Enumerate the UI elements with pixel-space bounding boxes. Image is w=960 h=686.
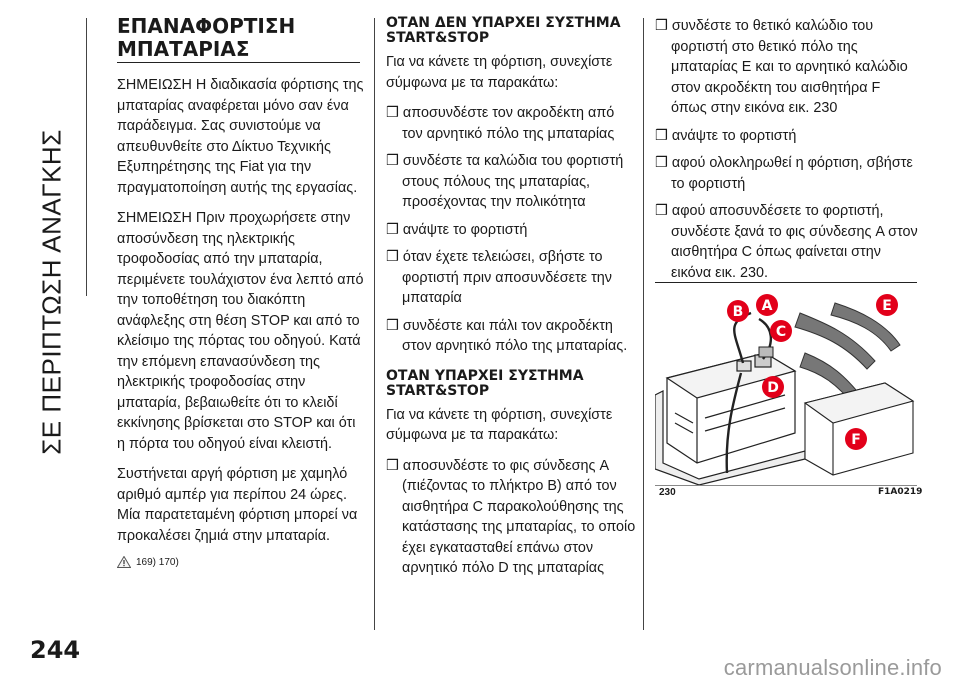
heading-no-start-stop: ΟΤΑΝ ΔΕΝ ΥΠΑΡΧΕΙ ΣΥΣΤΗΜΑ START&STOP [386, 15, 621, 46]
battery-figure [655, 282, 917, 486]
section-title-vertical: ΣΕ ΠΕΡΙΠΤΩΣΗ ΑΝΑΓΚΗΣ [36, 129, 67, 455]
callout-e-label: E [882, 298, 892, 314]
step-continued-item [655, 126, 919, 147]
section-heading-line1: ΕΠΑΝΑΦΟΡΤΙΣΗ [117, 14, 296, 38]
callout-e [876, 294, 898, 316]
step-continued-item [655, 153, 919, 194]
callout-d [762, 376, 784, 398]
step-continued-item [655, 16, 919, 119]
step-no-start-stop-item [386, 103, 636, 144]
step-continued-text: ανάψτε το φορτιστή [671, 127, 797, 144]
step-no-start-stop-text: συνδέστε και πάλι τον ακροδέκτη στον αρνητικό πόλο της μπαταρίας. [402, 317, 628, 354]
callout-d-label: D [767, 380, 779, 396]
step-continued-text: συνδέστε το θετικό καλώδιο του φορτιστή στο θετικό πόλο της μπαταρίας E και το αρνητικό καλώδιο στον ακροδέκτη του αισθητήρα F όπως στην εικόνα εικ. 230 [671, 18, 908, 116]
column-3 [655, 16, 919, 290]
callout-c-label: C [775, 324, 787, 340]
step-continued-item [655, 201, 919, 283]
note-paragraph-1: ΣΗΜΕΙΩΣΗ Η διαδικασία φόρτισης της μπαταρίας αναφέρεται μόνο σαν ένα παράδειγμα. Σας συνιστούμε να απευθυνθείτε στο Δίκτυο Τεχνικής Εξυπηρέτησης της Fiat για την πραγματοποίηση αυτής της εργασίας. [117, 77, 364, 196]
callout-a [756, 294, 778, 316]
column-1 [117, 16, 367, 568]
steps-list-no-start-stop [386, 103, 636, 357]
heading-start-stop: ΟΤΑΝ ΥΠΑΡΧΕΙ ΣΥΣΤΗΜΑ START&STOP [386, 367, 584, 399]
checkbox-bullet-icon: ❒ [386, 105, 399, 121]
callout-a-label: A [761, 298, 773, 314]
checkbox-bullet-icon: ❒ [655, 127, 668, 144]
checkbox-bullet-icon: ❒ [386, 317, 399, 334]
charging-paragraph: Συστήνεται αργή φόρτιση με χαμηλό αριθμό αμπέρ για περίπου 24 ώρες. Μία παρατεταμένη φόρτιση μπορεί να προκαλέσει ζημιά στην μπαταρία. [117, 466, 358, 544]
note-paragraph-2: ΣΗΜΕΙΩΣΗ Πριν προχωρήσετε στην αποσύνδεση της ηλεκτρικής τροφοδοσίας από την μπαταρία, περιμένετε τουλάχιστον ένα λεπτό από την τοποθέτηση του διακόπτη ανάφλεξης στη θέση STOP και από το κλείσιμο της πόρτας του οδηγού. Κατά την επόμενη επανασύνδεση της ηλεκτρικής τροφοδοσίας στην μπαταρία, βεβαιωθείτε ότι το κλειδί εκκίνησης βρίσκεται στο STOP και ότι η πόρτα του οδηγού είναι κλειστή. [117, 210, 364, 452]
steps-list-continued [655, 16, 919, 283]
checkbox-bullet-icon: ❒ [655, 203, 668, 219]
checkbox-bullet-icon: ❒ [386, 153, 399, 169]
figure-code: F1A0219 [878, 487, 923, 497]
warning-refs: 169) 170) [136, 556, 179, 568]
figure-number: 230 [659, 487, 676, 498]
step-continued-text: αφού ολοκληρωθεί η φόρτιση, σβήστε το φορτιστή [671, 155, 913, 192]
callout-b [727, 300, 749, 322]
warning-triangle-icon [117, 556, 131, 568]
checkbox-bullet-icon: ❒ [386, 221, 399, 238]
warning-reference [117, 556, 367, 568]
intro-no-start-stop: Για να κάνετε τη φόρτιση, συνεχίστε σύμφωνα με τα παρακάτω: [386, 54, 613, 91]
page-number: 244 [30, 636, 81, 664]
column-2 [386, 16, 636, 586]
step-no-start-stop-item [386, 220, 636, 241]
checkbox-bullet-icon: ❒ [386, 457, 399, 474]
heading-rule [117, 62, 360, 63]
callout-c [770, 320, 792, 342]
section-heading-line2: ΜΠΑΤΑΡΙΑΣ [117, 37, 250, 61]
step-no-start-stop-item [386, 316, 636, 357]
column-divider-1 [374, 18, 375, 630]
step-no-start-stop-text: όταν έχετε τελειώσει, σβήστε το φορτιστή πριν αποσυνδέσετε την μπαταρία [402, 249, 612, 306]
step-start-stop-text: αποσυνδέστε το φις σύνδεσης A (πιέζοντας το πλήκτρο B) από τον αισθητήρα C παρακολούθησης της κατάστασης της μπαταρίας, το οποίο έχει εγκατασταθεί επάνω στον αρνητικό πόλο D της μπαταρίας [402, 457, 636, 576]
step-continued-text: αφού αποσυνδέσετε το φορτιστή, συνδέστε ξανά το φις σύνδεσης A στον αισθητήρα C όπως φαίνεται στην εικόνα εικ. 230. [671, 203, 918, 281]
step-no-start-stop-text: συνδέστε τα καλώδια του φορτιστή στους πόλους της μπαταρίας, προσέχοντας την πολικότητα [402, 153, 624, 210]
intro-start-stop: Για να κάνετε τη φόρτιση, συνεχίστε σύμφωνα με τα παρακάτω: [386, 406, 613, 443]
step-start-stop-item [386, 456, 636, 579]
steps-list-start-stop [386, 456, 636, 579]
battery-illustration [655, 283, 917, 485]
step-no-start-stop-item [386, 247, 636, 309]
column-divider-2 [643, 18, 644, 630]
step-no-start-stop-item [386, 151, 636, 213]
checkbox-bullet-icon: ❒ [655, 155, 668, 171]
callout-f-label: F [851, 432, 861, 448]
checkbox-bullet-icon: ❒ [655, 18, 668, 34]
step-no-start-stop-text: ανάψτε το φορτιστή [402, 221, 528, 238]
margin-divider [86, 18, 87, 296]
checkbox-bullet-icon: ❒ [386, 249, 399, 265]
step-no-start-stop-text: αποσυνδέστε τον ακροδέκτη από τον αρνητικό πόλο της μπαταρίας [402, 105, 615, 142]
callout-b-label: B [732, 304, 744, 320]
callout-f [845, 428, 867, 450]
watermark: carmanualsonline.info [723, 655, 942, 680]
